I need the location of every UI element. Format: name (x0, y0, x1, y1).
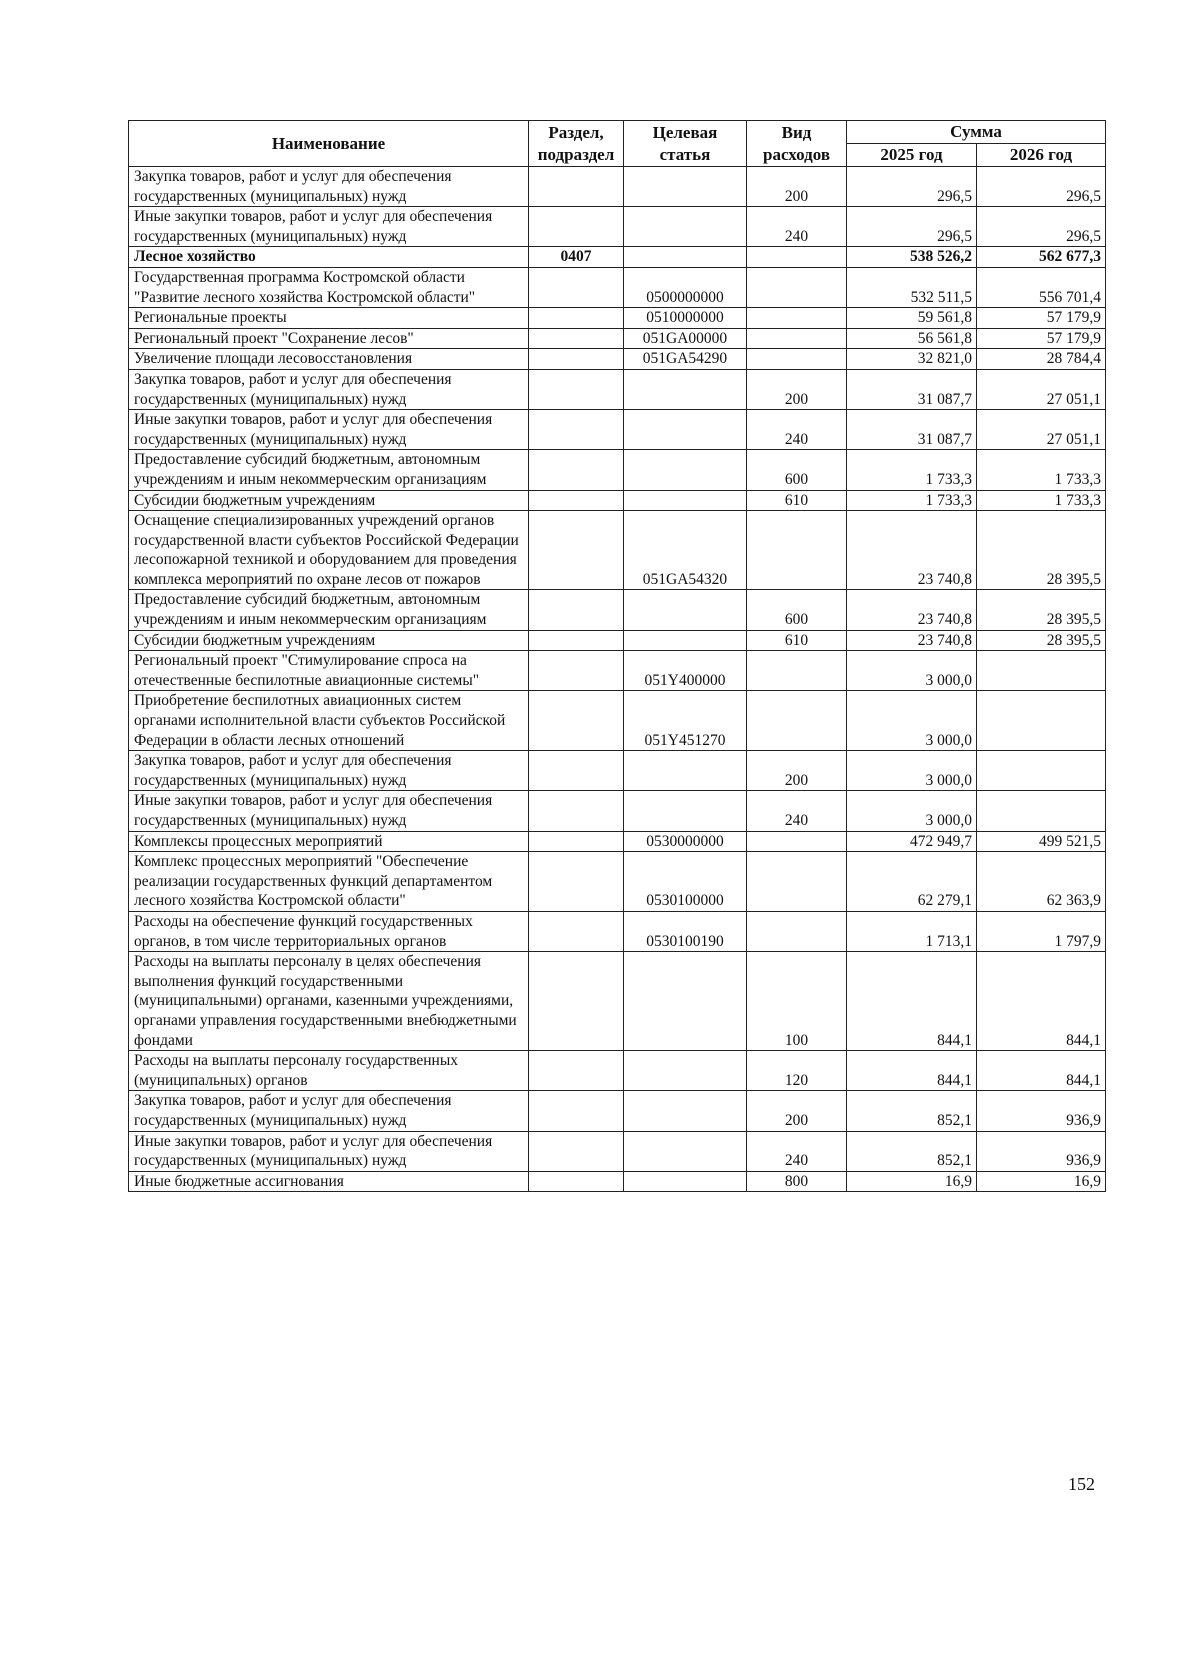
cell-target (624, 630, 747, 651)
cell-kind: 100 (747, 952, 847, 1051)
cell-target: 0530100190 (624, 911, 747, 951)
cell-name: Лесное хозяйство (129, 247, 529, 268)
cell-section (529, 852, 624, 912)
cell-2025: 23 740,8 (847, 590, 977, 630)
table-row (129, 308, 1106, 329)
cell-kind: 200 (747, 167, 847, 207)
cell-kind: 600 (747, 590, 847, 630)
table-row (129, 1131, 1106, 1171)
cell-target: 051GA54320 (624, 511, 747, 590)
cell-target (624, 247, 747, 268)
cell-name: Государственная программа Костромской области "Развитие лесного хозяйства Костромской области" (129, 267, 529, 307)
table-row (129, 490, 1106, 511)
cell-name: Закупка товаров, работ и услуг для обеспечения государственных (муниципальных) нужд (129, 751, 529, 791)
cell-2026: 556 701,4 (977, 267, 1106, 307)
cell-2025: 296,5 (847, 167, 977, 207)
table-row (129, 751, 1106, 791)
cell-target (624, 167, 747, 207)
cell-kind (747, 691, 847, 751)
cell-2026: 296,5 (977, 207, 1106, 247)
cell-name: Иные закупки товаров, работ и услуг для обеспечения государственных (муниципальных) нужд (129, 410, 529, 450)
cell-2025: 844,1 (847, 952, 977, 1051)
cell-name: Оснащение специализированных учреждений органов государственной власти субъектов Российской Федерации лесопожарной техникой и оборудованием для проведения комплекса мероприятий по охране лесов от пожаров (129, 511, 529, 590)
cell-2026: 28 784,4 (977, 349, 1106, 370)
cell-name: Иные закупки товаров, работ и услуг для обеспечения государственных (муниципальных) нужд (129, 1131, 529, 1171)
cell-target (624, 1051, 747, 1091)
cell-2025: 1 713,1 (847, 911, 977, 951)
table-row (129, 328, 1106, 349)
cell-section (529, 308, 624, 329)
cell-2025: 56 561,8 (847, 328, 977, 349)
cell-2026: 562 677,3 (977, 247, 1106, 268)
cell-kind (747, 308, 847, 329)
table-row (129, 410, 1106, 450)
cell-section (529, 1051, 624, 1091)
cell-name: Иные закупки товаров, работ и услуг для обеспечения государственных (муниципальных) нужд (129, 791, 529, 831)
cell-2025: 844,1 (847, 1051, 977, 1091)
cell-2025: 852,1 (847, 1131, 977, 1171)
cell-target (624, 207, 747, 247)
cell-2026: 936,9 (977, 1131, 1106, 1171)
cell-2025: 296,5 (847, 207, 977, 247)
cell-2025: 23 740,8 (847, 511, 977, 590)
cell-2026: 296,5 (977, 167, 1106, 207)
cell-target (624, 1131, 747, 1171)
header-target: Целевая статья (624, 121, 747, 167)
cell-name: Субсидии бюджетным учреждениям (129, 490, 529, 511)
table-row (129, 852, 1106, 912)
cell-name: Комплексы процессных мероприятий (129, 831, 529, 852)
cell-target: 051GA54290 (624, 349, 747, 370)
cell-name: Закупка товаров, работ и услуг для обеспечения государственных (муниципальных) нужд (129, 1091, 529, 1131)
budget-table (128, 120, 1106, 1192)
header-sum: Сумма (847, 121, 1106, 144)
table-row (129, 450, 1106, 490)
cell-kind: 240 (747, 791, 847, 831)
cell-name: Закупка товаров, работ и услуг для обеспечения государственных (муниципальных) нужд (129, 369, 529, 409)
cell-target: 051GA00000 (624, 328, 747, 349)
table-row (129, 1171, 1106, 1192)
table-row (129, 630, 1106, 651)
cell-kind (747, 852, 847, 912)
cell-2026: 844,1 (977, 1051, 1106, 1091)
cell-section (529, 328, 624, 349)
cell-name: Предоставление субсидий бюджетным, автономным учреждениям и иным некоммерческим организациям (129, 450, 529, 490)
cell-section (529, 691, 624, 751)
cell-target: 0510000000 (624, 308, 747, 329)
cell-target (624, 369, 747, 409)
cell-kind (747, 247, 847, 268)
cell-2026: 28 395,5 (977, 630, 1106, 651)
cell-2026 (977, 791, 1106, 831)
cell-section (529, 450, 624, 490)
cell-target: 051Y451270 (624, 691, 747, 751)
header-kind: Вид расходов (747, 121, 847, 167)
cell-name: Региональный проект "Стимулирование спроса на отечественные беспилотные авиационные системы" (129, 651, 529, 691)
cell-2025: 1 733,3 (847, 490, 977, 511)
table-row (129, 1091, 1106, 1131)
cell-2026: 28 395,5 (977, 511, 1106, 590)
cell-2025: 472 949,7 (847, 831, 977, 852)
cell-target (624, 952, 747, 1051)
cell-name: Комплекс процессных мероприятий "Обеспечение реализации государственных функций департаментом лесного хозяйства Костромской области" (129, 852, 529, 912)
cell-kind: 200 (747, 369, 847, 409)
table-row (129, 511, 1106, 590)
cell-target (624, 490, 747, 511)
cell-kind (747, 511, 847, 590)
page-number: 152 (1068, 1474, 1095, 1494)
cell-kind (747, 911, 847, 951)
cell-2025: 31 087,7 (847, 369, 977, 409)
cell-section (529, 831, 624, 852)
table-row (129, 267, 1106, 307)
cell-kind (747, 267, 847, 307)
cell-2026: 16,9 (977, 1171, 1106, 1192)
cell-target (624, 1091, 747, 1131)
cell-section (529, 1091, 624, 1131)
cell-kind: 800 (747, 1171, 847, 1192)
cell-2026: 936,9 (977, 1091, 1106, 1131)
cell-section (529, 651, 624, 691)
cell-name: Расходы на обеспечение функций государственных органов, в том числе территориальных органов (129, 911, 529, 951)
cell-name: Увеличение площади лесовосстановления (129, 349, 529, 370)
cell-2025: 532 511,5 (847, 267, 977, 307)
cell-2026: 1 797,9 (977, 911, 1106, 951)
cell-2025: 3 000,0 (847, 691, 977, 751)
cell-section (529, 911, 624, 951)
header-name: Наименование (129, 121, 529, 167)
cell-kind: 610 (747, 630, 847, 651)
cell-2026 (977, 691, 1106, 751)
cell-name: Иные закупки товаров, работ и услуг для обеспечения государственных (муниципальных) нужд (129, 207, 529, 247)
cell-section (529, 207, 624, 247)
table-row (129, 590, 1106, 630)
table-row (129, 651, 1106, 691)
table-row (129, 791, 1106, 831)
cell-2026: 57 179,9 (977, 328, 1106, 349)
cell-2026: 844,1 (977, 952, 1106, 1051)
cell-section (529, 751, 624, 791)
cell-kind (747, 328, 847, 349)
cell-section (529, 952, 624, 1051)
cell-2026: 62 363,9 (977, 852, 1106, 912)
cell-2026: 27 051,1 (977, 410, 1106, 450)
cell-2025: 538 526,2 (847, 247, 977, 268)
cell-section: 0407 (529, 247, 624, 268)
cell-kind: 600 (747, 450, 847, 490)
cell-2025: 32 821,0 (847, 349, 977, 370)
table-row (129, 349, 1106, 370)
cell-target (624, 1171, 747, 1192)
cell-2025: 23 740,8 (847, 630, 977, 651)
header-section: Раздел, подраздел (529, 121, 624, 167)
header-year-2025: 2025 год (847, 144, 977, 167)
cell-2026: 27 051,1 (977, 369, 1106, 409)
cell-name: Предоставление субсидий бюджетным, автономным учреждениям и иным некоммерческим организациям (129, 590, 529, 630)
cell-section (529, 590, 624, 630)
cell-section (529, 511, 624, 590)
cell-name: Приобретение беспилотных авиационных систем органами исполнительной власти субъектов Российской Федерации в области лесных отношений (129, 691, 529, 751)
cell-kind: 200 (747, 1091, 847, 1131)
cell-2025: 3 000,0 (847, 791, 977, 831)
cell-kind: 240 (747, 207, 847, 247)
cell-target: 0530000000 (624, 831, 747, 852)
table-row (129, 952, 1106, 1051)
header-year-2026: 2026 год (977, 144, 1106, 167)
table-row (129, 831, 1106, 852)
cell-section (529, 349, 624, 370)
table-row (129, 1051, 1106, 1091)
cell-2026 (977, 651, 1106, 691)
cell-section (529, 167, 624, 207)
table-row (129, 691, 1106, 751)
cell-kind (747, 831, 847, 852)
cell-2025: 3 000,0 (847, 751, 977, 791)
cell-name: Расходы на выплаты персоналу государственных (муниципальных) органов (129, 1051, 529, 1091)
cell-2025: 16,9 (847, 1171, 977, 1192)
cell-kind: 200 (747, 751, 847, 791)
cell-target: 0500000000 (624, 267, 747, 307)
cell-name: Региональные проекты (129, 308, 529, 329)
cell-target: 0530100000 (624, 852, 747, 912)
cell-2026: 1 733,3 (977, 490, 1106, 511)
cell-section (529, 791, 624, 831)
table-row (129, 167, 1106, 207)
cell-name: Расходы на выплаты персоналу в целях обеспечения выполнения функций государственными (муниципальными) органами, казенными учреждениями, органами управления государственными внебюджетными фондами (129, 952, 529, 1051)
cell-2025: 1 733,3 (847, 450, 977, 490)
cell-section (529, 490, 624, 511)
table-body (129, 167, 1106, 1192)
table-row (129, 207, 1106, 247)
cell-2025: 3 000,0 (847, 651, 977, 691)
cell-section (529, 1131, 624, 1171)
cell-target (624, 410, 747, 450)
cell-section (529, 1171, 624, 1192)
cell-section (529, 410, 624, 450)
cell-2025: 59 561,8 (847, 308, 977, 329)
table-row (129, 911, 1106, 951)
cell-kind (747, 651, 847, 691)
cell-target (624, 590, 747, 630)
cell-kind: 610 (747, 490, 847, 511)
table-row (129, 247, 1106, 268)
cell-target (624, 791, 747, 831)
table-row (129, 369, 1106, 409)
cell-section (529, 267, 624, 307)
cell-section (529, 630, 624, 651)
cell-2025: 62 279,1 (847, 852, 977, 912)
cell-target (624, 751, 747, 791)
cell-kind: 240 (747, 410, 847, 450)
cell-section (529, 369, 624, 409)
cell-kind: 240 (747, 1131, 847, 1171)
cell-2026 (977, 751, 1106, 791)
cell-target: 051Y400000 (624, 651, 747, 691)
cell-name: Иные бюджетные ассигнования (129, 1171, 529, 1192)
cell-kind (747, 349, 847, 370)
cell-name: Региональный проект "Сохранение лесов" (129, 328, 529, 349)
cell-kind: 120 (747, 1051, 847, 1091)
cell-target (624, 450, 747, 490)
cell-name: Субсидии бюджетным учреждениям (129, 630, 529, 651)
cell-2026: 1 733,3 (977, 450, 1106, 490)
cell-2025: 31 087,7 (847, 410, 977, 450)
cell-2026: 57 179,9 (977, 308, 1106, 329)
cell-2026: 28 395,5 (977, 590, 1106, 630)
cell-2025: 852,1 (847, 1091, 977, 1131)
cell-name: Закупка товаров, работ и услуг для обеспечения государственных (муниципальных) нужд (129, 167, 529, 207)
cell-2026: 499 521,5 (977, 831, 1106, 852)
